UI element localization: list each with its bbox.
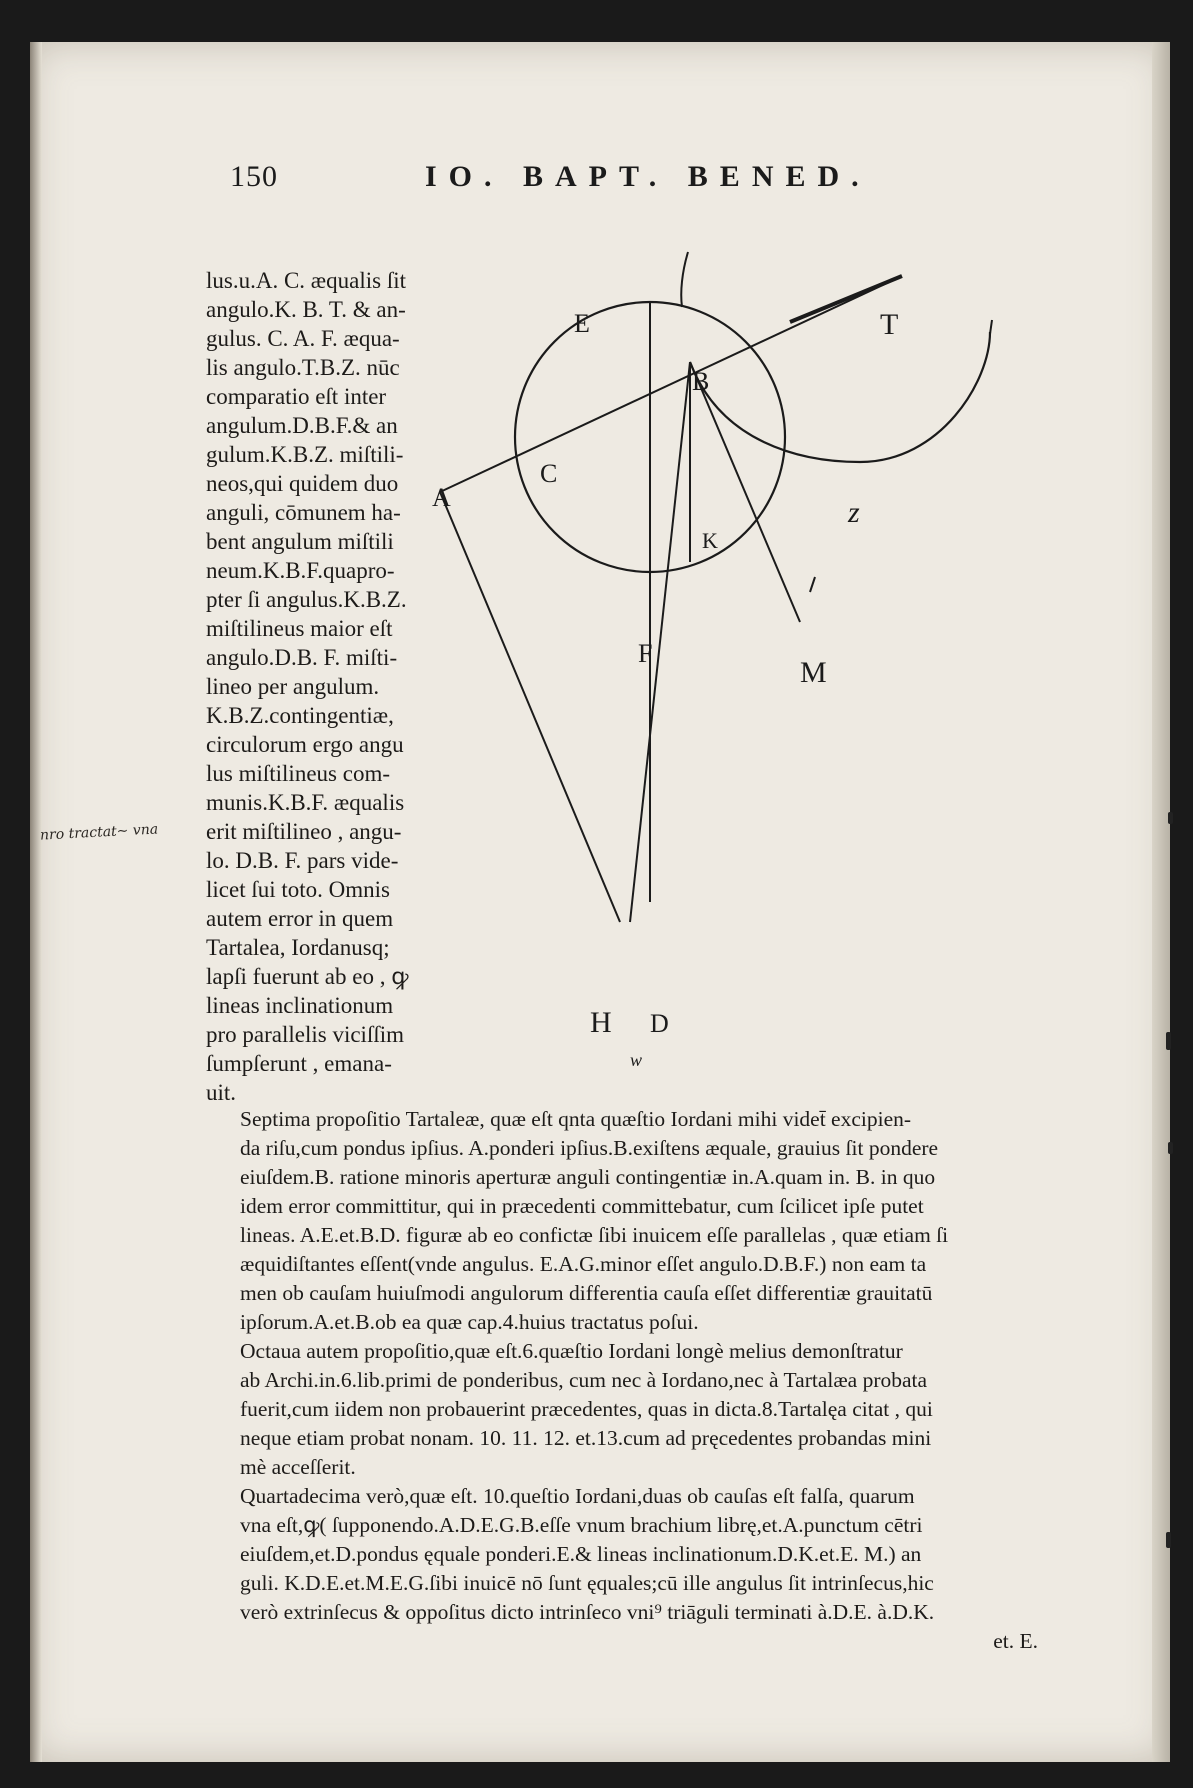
body-text-line: verò extrinſecus & oppoſitus dicto intrinſeco vni⁹ triāguli terminati à.D.E. à.D.K. <box>240 1600 935 1624</box>
tick-mark-top <box>681 252 688 307</box>
page-number: 150 <box>230 160 278 193</box>
left-column-line: lapſi fuerunt ab eo , ꝙ <box>206 964 409 989</box>
label-B: B <box>692 367 710 396</box>
label-A: A <box>432 483 451 512</box>
left-column-line: ſumpſerunt , emana- <box>206 1051 392 1076</box>
body-text-line: neque etiam probat nonam. 10. 11. 12. et.13.cum ad pręcedentes probandas mini <box>240 1426 932 1450</box>
left-column-line: neos,qui quidem duo <box>206 471 399 496</box>
body-text-line: vna eſt,ꝙ( ſupponendo.A.D.E.G.B.eſſe vnum brachium librę,et.A.punctum cētri <box>240 1513 923 1537</box>
label-F: F <box>638 639 653 668</box>
left-column-line: angulum.D.B.F.& an <box>206 413 398 438</box>
margin-mark <box>1168 812 1173 824</box>
book-page <box>30 42 1170 1762</box>
label-C: C <box>540 459 558 488</box>
margin-mark <box>1168 1142 1173 1154</box>
running-title: IO. BAPT. BENED. <box>425 160 871 193</box>
tick-mark-m <box>810 577 815 592</box>
figure-svg <box>432 262 1110 1082</box>
margin-mark <box>1166 1032 1171 1050</box>
left-column-line: K.B.Z.contingentiæ, <box>206 703 394 728</box>
arc-right <box>690 332 990 462</box>
geometric-figure <box>432 262 1110 1082</box>
left-column-line: neum.K.B.F.quapro- <box>206 558 395 583</box>
line-BM <box>690 362 800 622</box>
left-column-line: lineo per angulum. <box>206 674 380 699</box>
left-column-line: miſtilineus maior eſt <box>206 616 393 641</box>
left-column-line: pter ſi angulus.K.B.Z. <box>206 587 407 612</box>
tick-mark-right <box>990 320 992 334</box>
left-column-line: lus.u.A. C. æqualis ſit <box>206 268 406 293</box>
body-text-line: æquidiſtantes eſſent(vnde angulus. E.A.G.minor eſſet angulo.D.B.F.) non eam ta <box>240 1252 927 1276</box>
margin-mark <box>1166 1532 1171 1548</box>
body-text-line: Octaua autem propoſitio,quæ eſt.6.quæſtio Iordani longè melius demonſtratur <box>240 1339 903 1363</box>
body-text-line: ab Archi.in.6.lib.primi de ponderibus, cum nec à Iordano,nec à Tartalæa probata <box>240 1368 928 1392</box>
left-column-line: lis angulo.T.B.Z. nūc <box>206 355 400 380</box>
label-M: M <box>800 656 827 689</box>
left-column-line: angulo.D.B. F. miſti- <box>206 645 398 670</box>
left-column-line: erit miſtilineo , angu- <box>206 819 402 844</box>
left-column-line: uit. <box>206 1080 237 1105</box>
label-Z: z <box>848 496 860 529</box>
left-column-line: lo. D.B. F. pars vide- <box>206 848 399 873</box>
left-column-line: pro parallelis viciſſim <box>206 1022 405 1047</box>
label-T: T <box>880 308 899 341</box>
left-column-line: licet ſui toto. Omnis <box>206 877 390 902</box>
body-text-line: et. E. <box>993 1629 1038 1653</box>
left-column-line: anguli, cōmunem ha- <box>206 500 401 525</box>
left-column-line: Tartalea, Iordanusq; <box>206 935 390 960</box>
left-column-line: gulus. C. A. F. æqua- <box>206 326 400 351</box>
label-w: w <box>630 1050 643 1070</box>
left-column-line: gulum.K.B.Z. miſtili- <box>206 442 404 467</box>
left-column-line: angulo.K. B. T. & an- <box>206 297 406 322</box>
left-column-line: bent angulum miſtili <box>206 529 394 554</box>
body-text-line: ipſorum.A.et.B.ob ea quæ cap.4.huius tractatus poſui. <box>240 1310 699 1334</box>
label-H: H <box>590 1006 612 1039</box>
body-text-line: eiuſdem.B. ratione minoris aperturæ anguli contingentiæ in.A.quam in. B. in quo <box>240 1165 936 1189</box>
left-column-line: circulorum ergo angu <box>206 732 404 757</box>
margin-note <box>40 818 181 845</box>
running-header <box>30 160 1170 210</box>
left-column-line: autem error in quem <box>206 906 394 931</box>
left-column-line: munis.K.B.F. æqualis <box>206 790 405 815</box>
body-text-line: Septima propoſitio Tartaleæ, quæ eſt qnta quæſtio Iordani mihi videt̄ excipien- <box>240 1107 912 1131</box>
label-K: K <box>702 528 718 553</box>
label-E: E <box>574 309 590 338</box>
page-gutter <box>1152 42 1170 1762</box>
body-text-line: da riſu,cum pondus ipſius. A.ponderi ipſius.B.exiſtens æquale, grauius ſit pondere <box>240 1136 939 1160</box>
body-text-line: eiuſdem,et.D.pondus ęquale ponderi.E.& lineas inclinationum.D.K.et.E. M.) an <box>240 1542 922 1566</box>
page-edge-shadow <box>30 42 42 1762</box>
left-text-column <box>206 266 486 1107</box>
body-text-line: men ob cauſam huiuſmodi angulorum differentia cauſa eſſet differentiæ grauitatū <box>240 1281 933 1305</box>
body-text-line: Quartadecima verò,quæ eſt. 10.queſtio Iordani,duas ob cauſas eſt falſa, quarum <box>240 1484 915 1508</box>
body-text-line: fuerit,cum iidem non probauerint præcedentes, quas in dicta.8.Tartalęa citat , qui <box>240 1397 933 1421</box>
body-text-line: idem error committitur, qui in præcedenti committebatur, cum ſcilicet ipſe putet <box>240 1194 924 1218</box>
left-column-line: lus miſtilineus com- <box>206 761 390 786</box>
margin-note-text: nro tractat~ vna <box>39 821 159 844</box>
main-text-block <box>240 1105 1098 1656</box>
left-column-line: comparatio eſt inter <box>206 384 387 409</box>
body-text-line: lineas. A.E.et.B.D. figuræ ab eo confictæ ſibi inuicem eſſe parallelas , quæ etiam ſi <box>240 1223 949 1247</box>
left-column-line: lineas inclinationum <box>206 993 394 1018</box>
label-D: D <box>650 1009 669 1038</box>
body-text-line: guli. K.D.E.et.M.E.G.ſibi inuicē nō ſunt ęquales;cū ille angulus ſit intrinſecus,hic <box>240 1571 934 1595</box>
body-text-line: mè acceſſerit. <box>240 1455 356 1479</box>
